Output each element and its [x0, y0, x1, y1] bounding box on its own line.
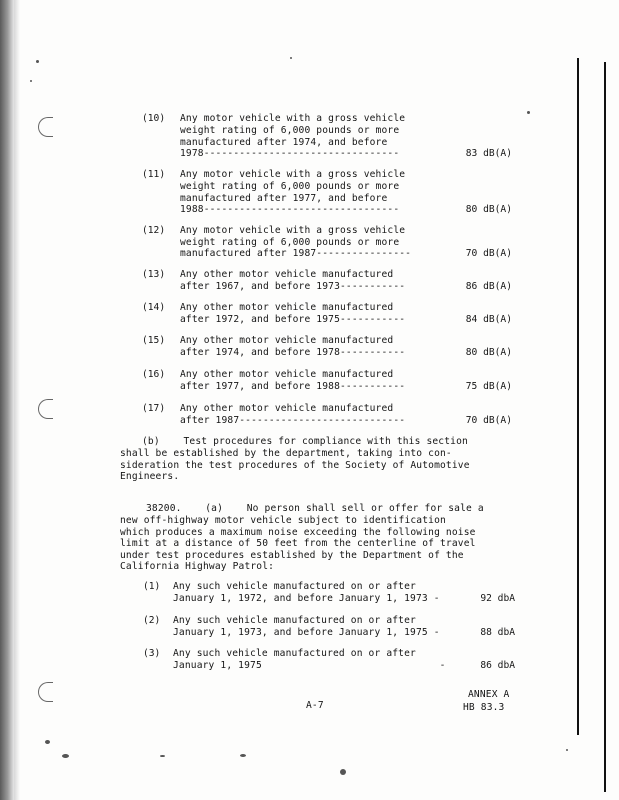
scan-speck	[340, 769, 346, 775]
noise-limit-value: 80 dB(A)	[465, 204, 512, 215]
item-line: weight rating of 6,000 pounds or more	[180, 125, 400, 136]
noise-limit-value: 86 dbA	[480, 660, 515, 671]
revision-bar	[577, 58, 579, 735]
noise-limit-value: 75 dB(A)	[465, 381, 512, 392]
item-line: manufactured after 1987----------------	[180, 248, 412, 259]
noise-limit-value: 86 dB(A)	[465, 281, 512, 292]
item-number: (14)	[142, 302, 166, 313]
paragraph-line: which produces a maximum noise exceeding the following noise	[120, 527, 476, 538]
item-line: Any other motor vehicle manufactured	[180, 302, 394, 313]
item-line: January 1, 1972, and before January 1, 1973 -	[173, 593, 440, 604]
page-number: A-7	[306, 700, 324, 711]
item-number: (12)	[142, 225, 166, 236]
item-number: (10)	[142, 113, 166, 124]
item-line: manufactured after 1977, and before	[180, 193, 388, 204]
punch-hole-top	[38, 117, 53, 137]
item-line: after 1977, and before 1988-----------	[180, 381, 406, 392]
item-line: 1988---------------------------------	[180, 204, 400, 215]
scan-speck	[240, 754, 246, 757]
item-number: (2)	[143, 615, 161, 626]
item-line: weight rating of 6,000 pounds or more	[180, 181, 400, 192]
item-line: Any other motor vehicle manufactured	[180, 403, 394, 414]
paragraph-line: sideration the test procedures of the Society of Automotive	[120, 460, 470, 471]
scan-speck	[36, 60, 39, 63]
scan-speck	[30, 80, 32, 82]
paragraph-line: new off-highway motor vehicle subject to identification	[120, 515, 446, 526]
item-line: weight rating of 6,000 pounds or more	[180, 237, 400, 248]
scan-speck	[45, 740, 50, 744]
item-line: Any motor vehicle with a gross vehicle	[180, 113, 406, 124]
item-line: 1978---------------------------------	[180, 148, 400, 159]
paragraph-line: shall be established by the department, taking into con-	[120, 448, 452, 459]
scan-edge-shadow	[0, 0, 14, 800]
item-line: January 1, 1973, and before January 1, 1975 -	[173, 627, 440, 638]
item-number: (15)	[142, 335, 166, 346]
noise-limit-value: 92 dbA	[480, 593, 515, 604]
scan-edge-fade	[14, 0, 20, 800]
item-line: Any such vehicle manufactured on or after	[173, 615, 416, 626]
item-line: January 1, 1975 -	[173, 660, 446, 671]
item-line: after 1967, and before 1973-----------	[180, 281, 406, 292]
scan-speck	[290, 57, 292, 59]
punch-hole-bottom	[38, 682, 53, 702]
paragraph-line: Engineers.	[120, 471, 180, 482]
item-number: (16)	[142, 369, 166, 380]
noise-limit-value: 88 dbA	[480, 627, 515, 638]
paragraph-line: California Highway Patrol:	[120, 561, 275, 572]
item-line: Any such vehicle manufactured on or after	[173, 581, 416, 592]
noise-limit-value: 70 dB(A)	[465, 415, 512, 426]
item-number: (13)	[142, 269, 166, 280]
noise-limit-value: 84 dB(A)	[465, 314, 512, 325]
item-line: manufactured after 1974, and before	[180, 137, 388, 148]
item-number: (1)	[143, 581, 161, 592]
paragraph-line: 38200. (a) No person shall sell or offer for sale a	[146, 503, 484, 514]
item-number: (17)	[142, 403, 166, 414]
item-number: (3)	[143, 648, 161, 659]
paragraph-line: (b) Test procedures for compliance with this section	[142, 436, 468, 447]
handbook-number: HB 83.3	[463, 702, 505, 713]
item-line: Any such vehicle manufactured on or after	[173, 648, 416, 659]
scan-speck	[566, 749, 568, 751]
scan-speck	[160, 755, 165, 757]
noise-limit-value: 80 dB(A)	[465, 347, 512, 358]
noise-limit-value: 70 dB(A)	[465, 248, 512, 259]
item-line: Any other motor vehicle manufactured	[180, 269, 394, 280]
margin-rule	[604, 62, 606, 792]
scan-speck	[527, 111, 530, 114]
noise-limit-value: 83 dB(A)	[465, 148, 512, 159]
annex-label: ANNEX A	[468, 689, 510, 700]
item-line: Any motor vehicle with a gross vehicle	[180, 169, 406, 180]
punch-hole-middle	[38, 399, 53, 419]
item-line: Any other motor vehicle manufactured	[180, 335, 394, 346]
item-line: after 1987----------------------------	[180, 415, 406, 426]
scan-speck	[62, 754, 69, 758]
item-number: (11)	[142, 169, 166, 180]
paragraph-line: limit at a distance of 50 feet from the centerline of travel	[120, 538, 476, 549]
item-line: Any motor vehicle with a gross vehicle	[180, 225, 406, 236]
item-line: after 1974, and before 1978-----------	[180, 347, 406, 358]
paragraph-line: under test procedures established by the Department of the	[120, 550, 464, 561]
item-line: after 1972, and before 1975-----------	[180, 314, 406, 325]
item-line: Any other motor vehicle manufactured	[180, 369, 394, 380]
